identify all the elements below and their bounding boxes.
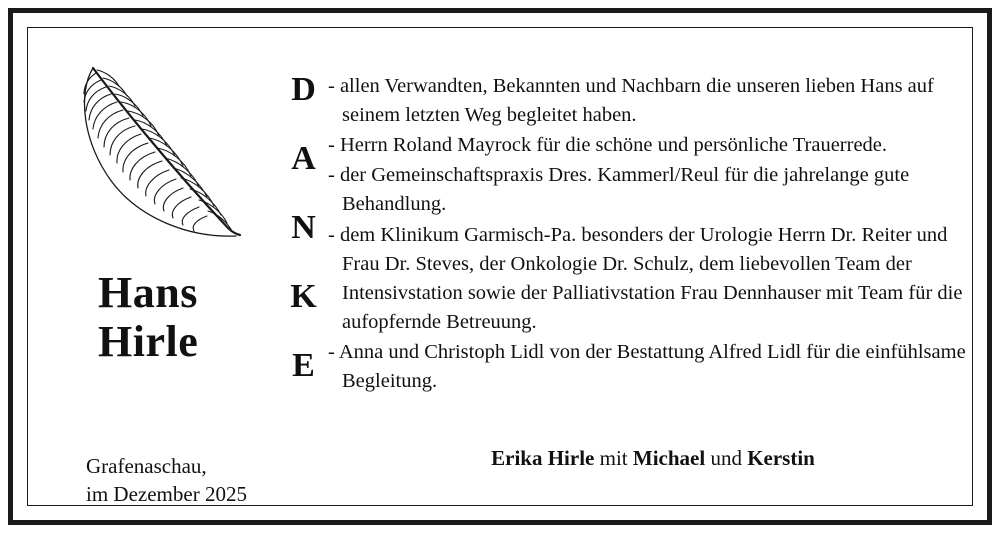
card-outer-border (8, 8, 992, 525)
deceased-name (98, 268, 278, 367)
card-content (28, 28, 972, 505)
signature-name-primary: Erika Hirle (491, 446, 595, 470)
thanks-list (328, 72, 978, 397)
thanks-item: - allen Verwandten, Bekannten und Nachbarn die unseren lieben Hans auf seinem letzten Weg begleitet haben. (328, 75, 934, 127)
acrostic-letter-k: K (290, 278, 318, 315)
place-and-date (86, 453, 247, 508)
card-inner-border (27, 27, 973, 506)
deceased-first-name: Hans (98, 268, 198, 317)
place: Grafenaschau, (86, 454, 207, 478)
acrostic-letter-a: A (291, 140, 317, 177)
thanks-item: - Anna und Christoph Lidl von der Bestattung Alfred Lidl für die einfühlsame Begleitung. (328, 340, 966, 393)
date: im Dezember 2025 (86, 481, 247, 506)
thanks-item: - dem Klinikum Garmisch-Pa. besonders der Urologie Herrn Dr. Reiter und Frau Dr. Steves, der Onkologie Dr. Schulz, dem liebevollen Team der Intensivstation sowie der Palliativstation Frau Dennhauser mit Team für die aufopfernde Betreuung. (328, 223, 963, 333)
acrostic-letter-d: D (291, 71, 317, 108)
signature-connector-2: und (705, 446, 748, 470)
danke-acrostic (274, 73, 334, 383)
deceased-last-name: Hirle (98, 317, 199, 367)
thanks-item: - Herrn Roland Mayrock für die schöne und persönliche Trauerrede. (328, 134, 888, 157)
signature-name-secondary: Michael (632, 446, 706, 470)
signature-name-tertiary: Kerstin (747, 446, 815, 470)
thanks-item: - der Gemeinschaftspraxis Dres. Kammerl/Reul für die jahrelange gute Behandlung. (328, 164, 910, 216)
feather-quill-icon (60, 56, 250, 241)
acrostic-letter-n: N (291, 209, 317, 246)
signature-line (328, 446, 978, 471)
acrostic-letter-e: E (292, 347, 316, 384)
signature-connector-1: mit (594, 446, 633, 470)
left-column (48, 38, 263, 518)
